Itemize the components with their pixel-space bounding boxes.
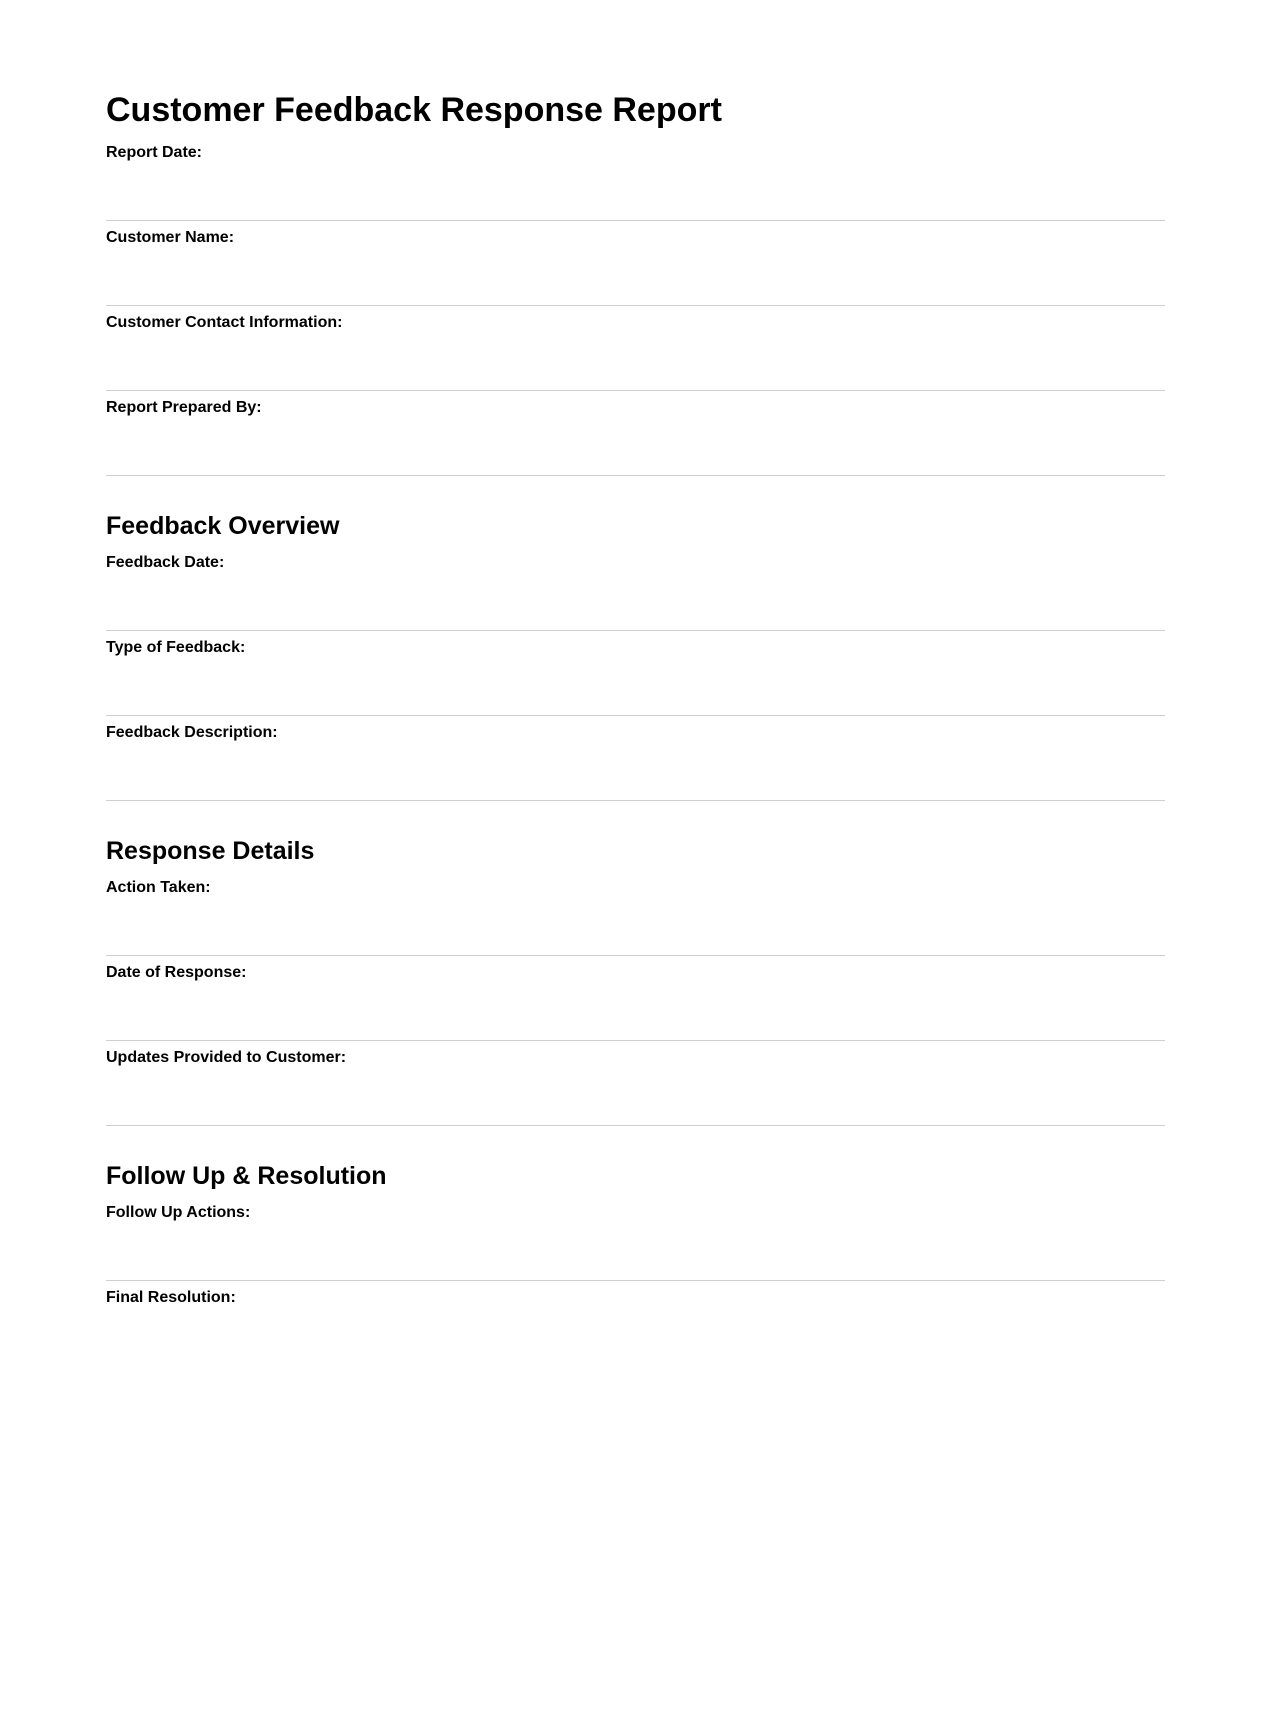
section-heading: Feedback Overview [106, 512, 340, 540]
field-label: Type of Feedback: [106, 639, 246, 656]
section-response-details [106, 801, 1165, 1126]
field-label: Feedback Date: [106, 554, 225, 571]
field-feedback-description [106, 716, 1165, 801]
field-feedback-date [106, 546, 1165, 631]
field-customer-contact [106, 306, 1165, 391]
customer-name-value[interactable] [106, 261, 1165, 291]
field-updates-provided [106, 1041, 1165, 1126]
section-heading: Follow Up & Resolution [106, 1162, 387, 1190]
header-fields [106, 136, 1165, 476]
field-label: Customer Contact Information: [106, 314, 343, 331]
follow-up-actions-value[interactable] [106, 1236, 1165, 1266]
report-prepared-by-value[interactable] [106, 431, 1165, 461]
field-report-date [106, 136, 1165, 221]
field-date-of-response [106, 956, 1165, 1041]
field-label: Report Prepared By: [106, 399, 262, 416]
report-date-value[interactable] [106, 176, 1165, 206]
section-heading: Response Details [106, 837, 315, 865]
customer-contact-value[interactable] [106, 346, 1165, 376]
field-type-of-feedback [106, 631, 1165, 716]
field-label: Follow Up Actions: [106, 1204, 251, 1221]
field-report-prepared-by [106, 391, 1165, 476]
date-of-response-value[interactable] [106, 996, 1165, 1026]
field-label: Updates Provided to Customer: [106, 1049, 347, 1066]
field-label: Feedback Description: [106, 724, 278, 741]
updates-provided-value[interactable] [106, 1081, 1165, 1111]
section-follow-up-resolution [106, 1126, 1165, 1366]
page-title: Customer Feedback Response Report [106, 91, 722, 129]
field-label: Report Date: [106, 144, 203, 161]
feedback-date-value[interactable] [106, 586, 1165, 616]
final-resolution-value[interactable] [106, 1321, 1165, 1351]
report-body [106, 84, 1165, 1366]
section-feedback-overview [106, 476, 1165, 801]
feedback-description-value[interactable] [106, 756, 1165, 786]
field-action-taken [106, 871, 1165, 956]
field-label: Final Resolution: [106, 1289, 236, 1306]
field-label: Customer Name: [106, 229, 235, 246]
field-follow-up-actions [106, 1196, 1165, 1281]
field-customer-name [106, 221, 1165, 306]
type-of-feedback-value[interactable] [106, 671, 1165, 701]
field-label: Date of Response: [106, 964, 247, 981]
field-final-resolution [106, 1281, 1165, 1366]
field-label: Action Taken: [106, 879, 211, 896]
action-taken-value[interactable] [106, 911, 1165, 941]
